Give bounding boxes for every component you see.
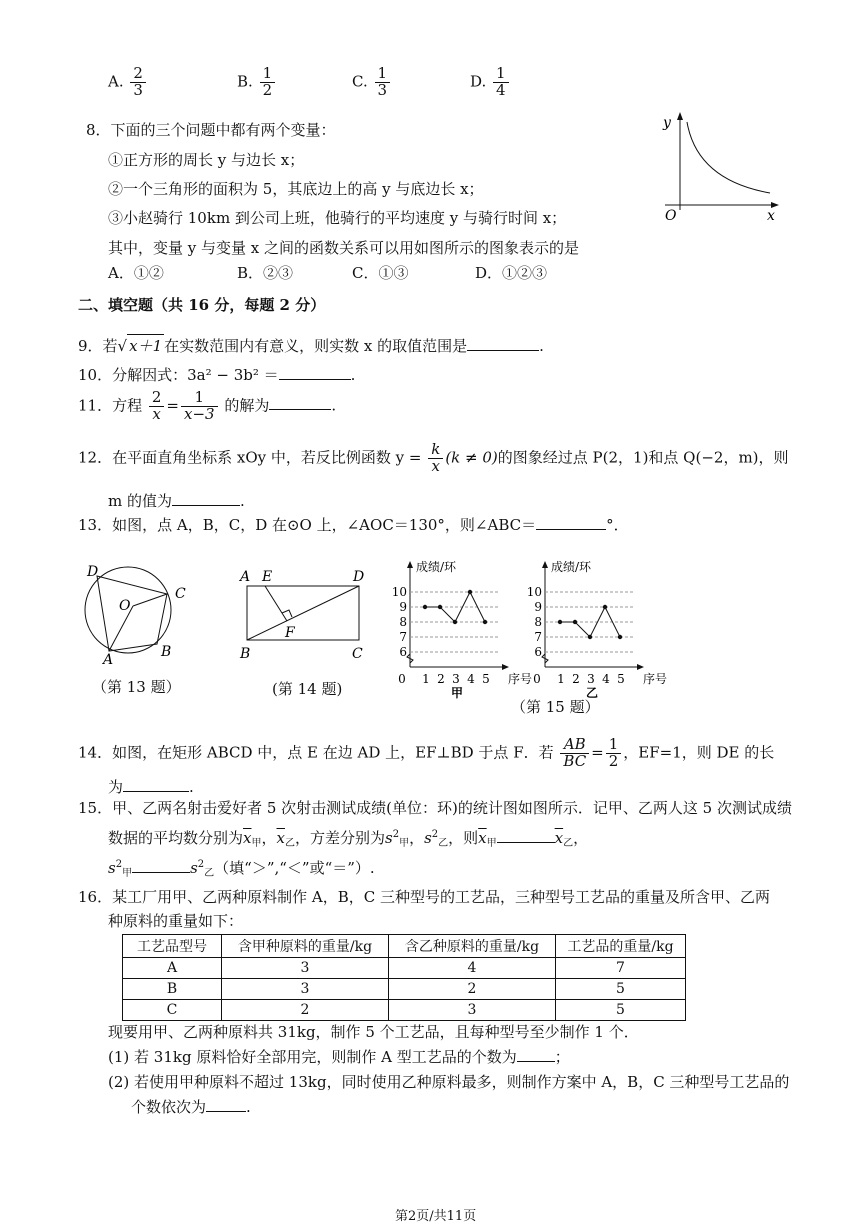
q10-end: . bbox=[350, 366, 356, 384]
data-point bbox=[468, 590, 472, 594]
table-cell: 7 bbox=[556, 958, 686, 979]
denominator: BC bbox=[563, 751, 587, 770]
point-b-label: B bbox=[161, 644, 172, 660]
answer-blank bbox=[467, 336, 539, 351]
q12-line1 bbox=[78, 442, 789, 475]
q16-line2: 种原料的重量如下： bbox=[108, 912, 244, 930]
q15-text: 数据的平均数分别为 bbox=[108, 829, 244, 847]
table-header: 工艺品的重量/kg bbox=[556, 935, 686, 958]
x-axis-label: 序号 bbox=[508, 672, 533, 686]
numerator: k bbox=[428, 442, 443, 459]
q8-option-c: C．①③ bbox=[352, 264, 409, 282]
x-tick-label: 5 bbox=[482, 672, 490, 686]
denominator: x bbox=[152, 404, 161, 423]
q13-end: °． bbox=[606, 516, 629, 534]
answer-blank bbox=[172, 491, 240, 506]
numerator: 1 bbox=[493, 66, 509, 83]
s-symbol: s bbox=[424, 829, 432, 847]
q16-part2-text: 个数依次为 bbox=[131, 1098, 207, 1116]
q14-line2-pre: 为 bbox=[108, 778, 124, 796]
y-arrow bbox=[677, 112, 683, 120]
xbar-symbol: $\overline{x}$ bbox=[478, 829, 487, 847]
q12-line2 bbox=[108, 490, 245, 511]
q16-part2-line2 bbox=[131, 1096, 251, 1117]
q15-text: ，则 bbox=[448, 829, 479, 847]
q11-end: . bbox=[331, 396, 337, 415]
table-cell: A bbox=[123, 958, 222, 979]
y-tick-label: 9 bbox=[399, 600, 407, 614]
q8-item-2: ②一个三角形的面积为 5，其底边上的高 y 与底边长 x； bbox=[108, 180, 484, 198]
y-tick-label: 9 bbox=[534, 600, 542, 614]
table-cell: 4 bbox=[389, 958, 556, 979]
table-cell: 3 bbox=[222, 958, 389, 979]
q12-condition: (k ≠ 0) bbox=[445, 448, 498, 467]
q12-line2-end: . bbox=[240, 492, 245, 510]
fraction bbox=[560, 737, 589, 770]
q15-line2 bbox=[108, 827, 588, 849]
quadrilateral bbox=[97, 576, 167, 651]
s-symbol: s bbox=[108, 859, 116, 877]
q13 bbox=[78, 514, 629, 535]
q15-line3 bbox=[108, 857, 375, 879]
numerator: 1 bbox=[260, 66, 276, 83]
figure-15-chart-jia bbox=[390, 555, 533, 700]
equals: = bbox=[591, 743, 604, 762]
q13-pre: 13．如图，点 A，B，C，D 在⊙O 上，∠AOC＝130°，则∠ABC＝ bbox=[78, 516, 537, 534]
q7-option-d bbox=[470, 66, 511, 99]
q10-pre: 10．分解因式：3a² − 3b² ＝ bbox=[78, 366, 279, 384]
answer-blank bbox=[279, 365, 351, 380]
y-label: y bbox=[663, 115, 671, 131]
point-o-label: O bbox=[119, 598, 131, 614]
s-symbol: s bbox=[384, 829, 393, 847]
q7-option-c bbox=[352, 66, 392, 99]
denominator: 3 bbox=[377, 80, 388, 99]
subscript: 甲 bbox=[399, 838, 410, 849]
table-row bbox=[123, 1000, 686, 1021]
answer-blank bbox=[269, 395, 331, 410]
q16-part1 bbox=[108, 1046, 570, 1067]
numerator: AB bbox=[560, 737, 589, 754]
option-label: D. bbox=[470, 72, 487, 91]
denominator: 2 bbox=[262, 80, 273, 99]
xbar-symbol: $\overline{x}$ bbox=[276, 829, 285, 847]
q11-post: 的解为 bbox=[224, 396, 270, 415]
table-header-row bbox=[123, 935, 686, 958]
option-label: C. bbox=[352, 72, 368, 91]
figure-13-caption: （第 13 题） bbox=[92, 678, 181, 696]
q8-option-b: B．②③ bbox=[237, 264, 294, 282]
answer-blank bbox=[517, 1047, 555, 1062]
q12-pre: 12．在平面直角坐标系 xOy 中，若反比例函数 y = bbox=[78, 448, 422, 467]
point-a-label: A bbox=[103, 652, 114, 668]
point-c-label: C bbox=[352, 646, 363, 662]
table-cell: 3 bbox=[389, 1000, 556, 1021]
x-axis-arrow bbox=[502, 664, 509, 670]
table-header: 含甲种原料的重量/kg bbox=[222, 935, 389, 958]
subscript: 甲 bbox=[122, 868, 133, 879]
q11 bbox=[78, 390, 336, 423]
figure-15-chart-yi bbox=[525, 555, 675, 700]
table-row bbox=[123, 958, 686, 979]
q16-line3: 现要用甲、乙两种原料共 31kg，制作 5 个工艺品，且每种型号至少制作 1 个． bbox=[108, 1023, 639, 1041]
numerator: 1 bbox=[181, 390, 218, 407]
data-point bbox=[588, 635, 592, 639]
fraction bbox=[130, 66, 146, 99]
page-footer: 第2页/共11页 bbox=[395, 1209, 477, 1224]
y-tick-label: 6 bbox=[534, 645, 542, 659]
x-tick-label: 1 bbox=[557, 672, 565, 686]
q8-item-1: ①正方形的周长 y 与边长 x； bbox=[108, 151, 305, 169]
fraction bbox=[493, 66, 509, 99]
superscript: 2 bbox=[431, 829, 439, 840]
q14-pre: 14．如图，在矩形 ABCD 中，点 E 在边 AD 上，EF⊥BD 于点 F．若 bbox=[78, 743, 554, 762]
x-tick-label: 3 bbox=[587, 672, 595, 686]
x-axis-arrow bbox=[637, 664, 644, 670]
point-c-label: C bbox=[175, 586, 186, 602]
xbar-symbol: $\overline{x}$ bbox=[554, 829, 564, 847]
figure-14-rectangle bbox=[235, 568, 375, 668]
q12-line2-pre: m 的值为 bbox=[108, 492, 172, 510]
x-tick-label: 2 bbox=[437, 672, 445, 686]
fraction bbox=[181, 390, 218, 423]
q8-option-a: A．①② bbox=[108, 264, 164, 282]
x-tick-label: 4 bbox=[467, 672, 475, 686]
point-f-label: F bbox=[285, 625, 295, 641]
answer-blank bbox=[536, 515, 606, 530]
superscript: 2 bbox=[392, 829, 400, 840]
answer-blank bbox=[497, 828, 555, 843]
q7-option-a bbox=[108, 66, 148, 99]
data-point bbox=[423, 605, 427, 609]
q8-option-d: D．①②③ bbox=[475, 264, 548, 282]
chart-name: 乙 bbox=[585, 686, 599, 700]
figure-13-circle bbox=[75, 558, 195, 668]
q9-end: . bbox=[539, 337, 544, 355]
superscript: 2 bbox=[115, 859, 123, 870]
q15-hint: （填“＞”,“＜”或“＝”）. bbox=[214, 859, 375, 877]
fraction bbox=[606, 737, 622, 770]
x-tick-label: 4 bbox=[602, 672, 610, 686]
table-cell: 2 bbox=[389, 979, 556, 1000]
q9 bbox=[78, 334, 544, 356]
option-label: A. bbox=[108, 72, 124, 91]
denominator: 4 bbox=[496, 80, 506, 99]
y-tick-label: 7 bbox=[399, 630, 407, 644]
x-tick-label: 0 bbox=[533, 672, 541, 686]
q15-text: ， bbox=[573, 829, 589, 847]
data-point bbox=[438, 605, 442, 609]
q14-line2 bbox=[108, 776, 194, 797]
data-point bbox=[618, 635, 622, 639]
q15-text: ， bbox=[261, 829, 277, 847]
y-tick-label: 7 bbox=[534, 630, 542, 644]
fraction bbox=[149, 390, 165, 423]
subscript: 乙 bbox=[284, 838, 295, 849]
y-axis-arrow bbox=[407, 561, 413, 568]
q8-hyperbola-graph bbox=[655, 110, 785, 225]
q8-question: 其中，变量 y 与变量 x 之间的函数关系可以用如图所示的图象表示的是 bbox=[108, 239, 580, 257]
table-cell: 5 bbox=[556, 979, 686, 1000]
q11-pre: 11．方程 bbox=[78, 396, 143, 415]
answer-blank bbox=[123, 777, 189, 792]
q16-part1-text: (1) 若 31kg 原料恰好全部用完，则制作 A 型工艺品的个数为 bbox=[108, 1048, 517, 1066]
data-point bbox=[603, 605, 607, 609]
figure-15-caption: （第 15 题） bbox=[511, 698, 600, 716]
y-axis-label: 成绩/环 bbox=[551, 560, 592, 574]
superscript: 2 bbox=[197, 859, 205, 870]
numerator: 2 bbox=[149, 390, 165, 407]
data-point bbox=[573, 620, 577, 624]
sqrt-icon: √ bbox=[117, 337, 128, 355]
equals: = bbox=[166, 396, 179, 415]
x-label: x bbox=[767, 208, 775, 224]
q8-item-3: ③小赵骑行 10km 到公司上班，他骑行的平均速度 y 与骑行时间 x； bbox=[108, 209, 567, 227]
data-point bbox=[453, 620, 457, 624]
subscript: 甲 bbox=[486, 838, 497, 849]
q14-line1 bbox=[78, 737, 774, 770]
q9-post: 在实数范围内有意义，则实数 x 的取值范围是 bbox=[164, 337, 468, 355]
section-title: 二、填空题（共 16 分，每题 2 分） bbox=[78, 296, 326, 314]
table-cell: C bbox=[123, 1000, 222, 1021]
subscript: 乙 bbox=[438, 838, 449, 849]
answer-blank bbox=[206, 1097, 246, 1112]
x-tick-label: 5 bbox=[617, 672, 625, 686]
q16-line1: 16．某工厂用甲、乙两种原料制作 A，B，C 三种型号的工艺品，三种型号工艺品的重量及所含甲、乙两 bbox=[78, 888, 770, 906]
data-point bbox=[558, 620, 562, 624]
segment-oc bbox=[133, 594, 167, 606]
point-e-label: E bbox=[262, 569, 273, 585]
q14-post: ，EF=1，则 DE 的长 bbox=[623, 743, 775, 762]
y-tick-label: 10 bbox=[391, 585, 407, 599]
q8-stem: 8．下面的三个问题中都有两个变量： bbox=[86, 121, 336, 139]
denominator: 2 bbox=[608, 751, 619, 770]
q16-part1-end: ； bbox=[554, 1048, 570, 1066]
segment-ef bbox=[265, 586, 287, 621]
x-tick-label: 2 bbox=[572, 672, 580, 686]
subscript: 甲 bbox=[251, 838, 262, 849]
y-tick-label: 8 bbox=[534, 615, 542, 629]
q15-text: ， bbox=[409, 829, 425, 847]
fraction bbox=[428, 442, 443, 475]
fraction bbox=[375, 66, 391, 99]
s-symbol: s bbox=[190, 859, 198, 877]
q16-part2-end: . bbox=[246, 1098, 251, 1116]
y-tick-label: 6 bbox=[399, 645, 407, 659]
fraction bbox=[260, 66, 276, 99]
denominator: 3 bbox=[133, 80, 143, 99]
diagonal-bd bbox=[247, 586, 359, 640]
denominator: x bbox=[431, 456, 440, 475]
chart-name: 甲 bbox=[450, 686, 464, 700]
y-axis-label: 成绩/环 bbox=[416, 560, 457, 574]
option-label: B. bbox=[237, 72, 253, 91]
subscript: 乙 bbox=[563, 838, 574, 849]
point-b-label: B bbox=[240, 646, 251, 662]
x-axis-label: 序号 bbox=[643, 672, 668, 686]
numerator: 1 bbox=[375, 66, 391, 83]
numerator: 1 bbox=[606, 737, 622, 754]
point-a-label: A bbox=[240, 569, 251, 585]
x-tick-label: 0 bbox=[398, 672, 406, 686]
table-header: 含乙种原料的重量/kg bbox=[389, 935, 556, 958]
table-cell: 5 bbox=[556, 1000, 686, 1021]
table-row bbox=[123, 979, 686, 1000]
numerator: 2 bbox=[130, 66, 146, 83]
q7-option-b bbox=[237, 66, 277, 99]
y-tick-label: 10 bbox=[526, 585, 542, 599]
point-d-label: D bbox=[353, 569, 365, 585]
x-tick-label: 1 bbox=[422, 672, 430, 686]
q14-end: . bbox=[189, 778, 194, 796]
figure-14-caption: (第 14 题) bbox=[272, 680, 343, 698]
table-cell: 2 bbox=[222, 1000, 389, 1021]
y-tick-label: 8 bbox=[399, 615, 407, 629]
q15-text: ，方差分别为 bbox=[294, 829, 385, 847]
y-axis-arrow bbox=[542, 561, 548, 568]
xbar-symbol: $\overline{x}$ bbox=[243, 829, 252, 847]
q10 bbox=[78, 364, 355, 385]
origin-label: O bbox=[665, 208, 677, 224]
x-tick-label: 3 bbox=[452, 672, 460, 686]
q9-radicand: x＋1 bbox=[127, 334, 164, 356]
q15-line1: 15．甲、乙两名射击爱好者 5 次射击测试成绩(单位：环)的统计图如图所示．记甲、乙两人这 5 次测试成绩 bbox=[78, 799, 792, 817]
curve bbox=[687, 122, 770, 193]
denominator: x−3 bbox=[184, 404, 215, 423]
answer-blank bbox=[132, 858, 190, 873]
point-d-label: D bbox=[87, 564, 99, 580]
q9-pre: 9．若 bbox=[78, 337, 118, 355]
subscript: 乙 bbox=[204, 868, 215, 879]
table-cell: B bbox=[123, 979, 222, 1000]
q12-post: 的图象经过点 P(2，1)和点 Q(−2，m)，则 bbox=[497, 448, 789, 467]
data-point bbox=[483, 620, 487, 624]
table-cell: 3 bbox=[222, 979, 389, 1000]
q16-part2: (2) 若使用甲种原料不超过 13kg，同时使用乙种原料最多，则制作方案中 A，B，C 三种型号工艺品的 bbox=[108, 1073, 790, 1091]
table-header: 工艺品型号 bbox=[123, 935, 222, 958]
q16-table bbox=[122, 934, 686, 1021]
